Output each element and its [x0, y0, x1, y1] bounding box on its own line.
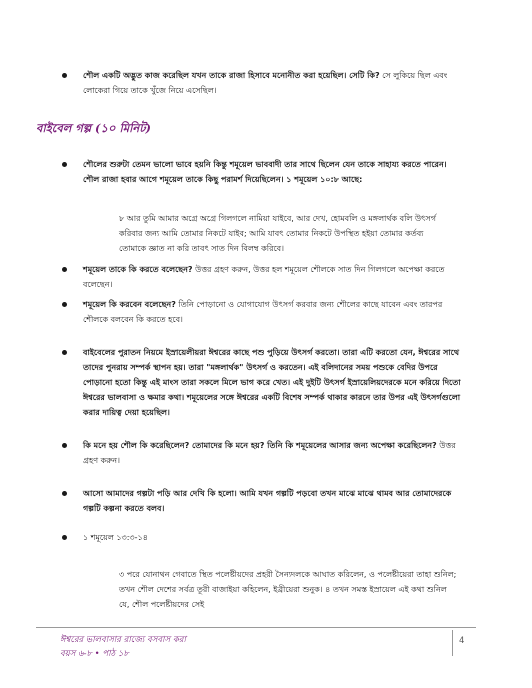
bullet-icon	[62, 443, 67, 448]
list-item	[62, 345, 462, 420]
bullet-icon	[62, 350, 67, 355]
bullet-text: সে লুকিয়ে ছিল এবং লোকেরা গিয়ে তাকে খুঁজে নিয়ে এসেছিল।	[83, 71, 448, 95]
bullet-icon	[62, 302, 67, 307]
bullet-bold-text: আসো আমাদের গল্পটা পড়ি আর দেখি কি হলো। আমি যখন গল্পটি পড়বো তখন মাঝে মাঝে থামব আর তোমাদেরকে গল্পটি কল্পনা করতে বলব।	[83, 489, 452, 513]
list-item	[62, 68, 462, 98]
bullet-icon	[62, 535, 67, 540]
bullet-text: ১ শমূয়েল ১৩:৩-১৪	[83, 533, 148, 542]
bullet-text: উত্তর গ্রহণ করুন, উত্তর হল শমূয়েল শৌলকে সাত দিন গিলগলে অপেক্ষা করতে বলেছেন।	[83, 265, 445, 289]
bullet-icon	[62, 73, 67, 78]
list-item	[62, 486, 462, 516]
page-number: 4	[459, 636, 465, 646]
scripture-quote: ৮ আর তুমি আমার অগ্রে অগ্রে গিলগলে নামিয়া যাইবে, আর দেখ, হোমবলি ও মঙ্গলার্থক বলি উৎসর্গ করিবার জন্য আমি তোমার নিকটে যাইব; আমি যাবৎ তোমার নিকটে উপস্থিত হইয়া তোমার কর্তব্য তোমাকে জ্ঞাত না করি তাবৎ সাত দিন বিলম্ব করিবে।	[119, 214, 436, 253]
bullet-icon	[62, 491, 67, 496]
list-item	[62, 262, 462, 292]
list-item	[62, 157, 462, 187]
bullet-bold-text: শৌলের শুরুটা তেমন ভালো ভাবে হয়নি কিন্তু শমূয়েল ভাববাদী তার সাথে ছিলেন যেন তাকে সাহায্য করতে পারেন। শৌল রাজা হবার আগে শমূয়েল তাকে কিছু পরামর্শ দিয়েছিলেন। ১ শমূয়েল ১০:৮ আছে:	[83, 160, 447, 184]
bullet-text: উত্তর গ্রহণ করুন।	[83, 441, 456, 465]
page-number-divider	[452, 630, 453, 656]
section-heading: বাইবেল গল্প (১০ মিনিট)	[36, 121, 151, 135]
bullet-bold-text: শৌল একটি অদ্ভুত কাজ করেছিল যখন তাকে রাজা হিসাবে মনোনীত করা হয়েছিল। সেটি কি?	[83, 71, 380, 80]
footer-subtitle: বয়স ৬-৮ • পাঠ ১৮	[60, 649, 129, 659]
bullet-icon	[62, 267, 67, 272]
footer-divider	[36, 627, 476, 628]
bullet-bold-text: কি মনে হয় শৌল কি করেছিলেন? তোমাদের কি মনে হয়? তিনি কি শমূয়েলের আসার জন্য অপেক্ষা করেছিলেন?	[83, 441, 437, 450]
list-item	[62, 530, 462, 545]
list-item	[62, 297, 462, 327]
bullet-bold-text: বাইবেলের পুরাতন নিয়মে ইস্রায়েলীয়রা ঈশ্বরের কাছে পশু পুড়িয়ে উৎসর্গ করতো। তারা এটি করতো যেন, ঈশ্বরের সাথে তাদের পুনরায় সম্পর্ক স্থাপন হয়। তারা "মঙ্গলার্থক" উৎসর্গ ও করতেন। এই বলিদানের সময় পশুকে বেদির উপরে পোড়ানো হতো কিন্তু এই মাংস তারা সকলে মিলে ভাগ করে খেত। এই দুইটি উৎসর্গ ইস্রায়েলিয়দেরকে মনে করিয়ে দিতো ঈশ্বরের ভালবাসা ও ক্ষমার কথা। শমূয়েলের সঙ্গে ঈশ্বরের একটি বিশেষ সম্পর্ক থাকার কারনে তার উপর এই উৎসর্গগুলো করার দায়িত্ব দেয়া হয়েছিল।	[83, 348, 461, 417]
bullet-text: তিনি পোড়ানো ও যোগাযোগ উৎসর্গ করবার জন্য শৌলের কাছে যাবেন এবং তারপর শৌলকে বলবেন কি করতে হবে।	[83, 300, 443, 324]
scripture-quote: ৩ পরে যোনাথন গেবাতে স্থিত পলেষ্টীয়দের প্রহরী সৈন্যদলকে আঘাত করিলেন, ও পলেষ্টীয়েরা তাহা শুনিল; তখন শৌল দেশের সর্বত্র তূরী বাজাইয়া কহিলেন, ইব্রীয়েরা শুনুক। ৪ তখন সমস্ত ইস্রায়েল এই কথা শুনিল যে, শৌল পলেষ্টীয়দের সেই	[119, 570, 457, 609]
bullet-bold-text: শমূয়েল কি করবেন বলেছেন?	[83, 300, 176, 309]
list-item	[62, 438, 462, 468]
bullet-bold-text: শমূয়েল তাকে কি করতে বলেছেন?	[83, 265, 193, 274]
footer-title: ঈশ্বরের ভালবাসার রাজ্যে বসবাস করা	[60, 635, 186, 645]
bullet-icon	[62, 162, 67, 167]
